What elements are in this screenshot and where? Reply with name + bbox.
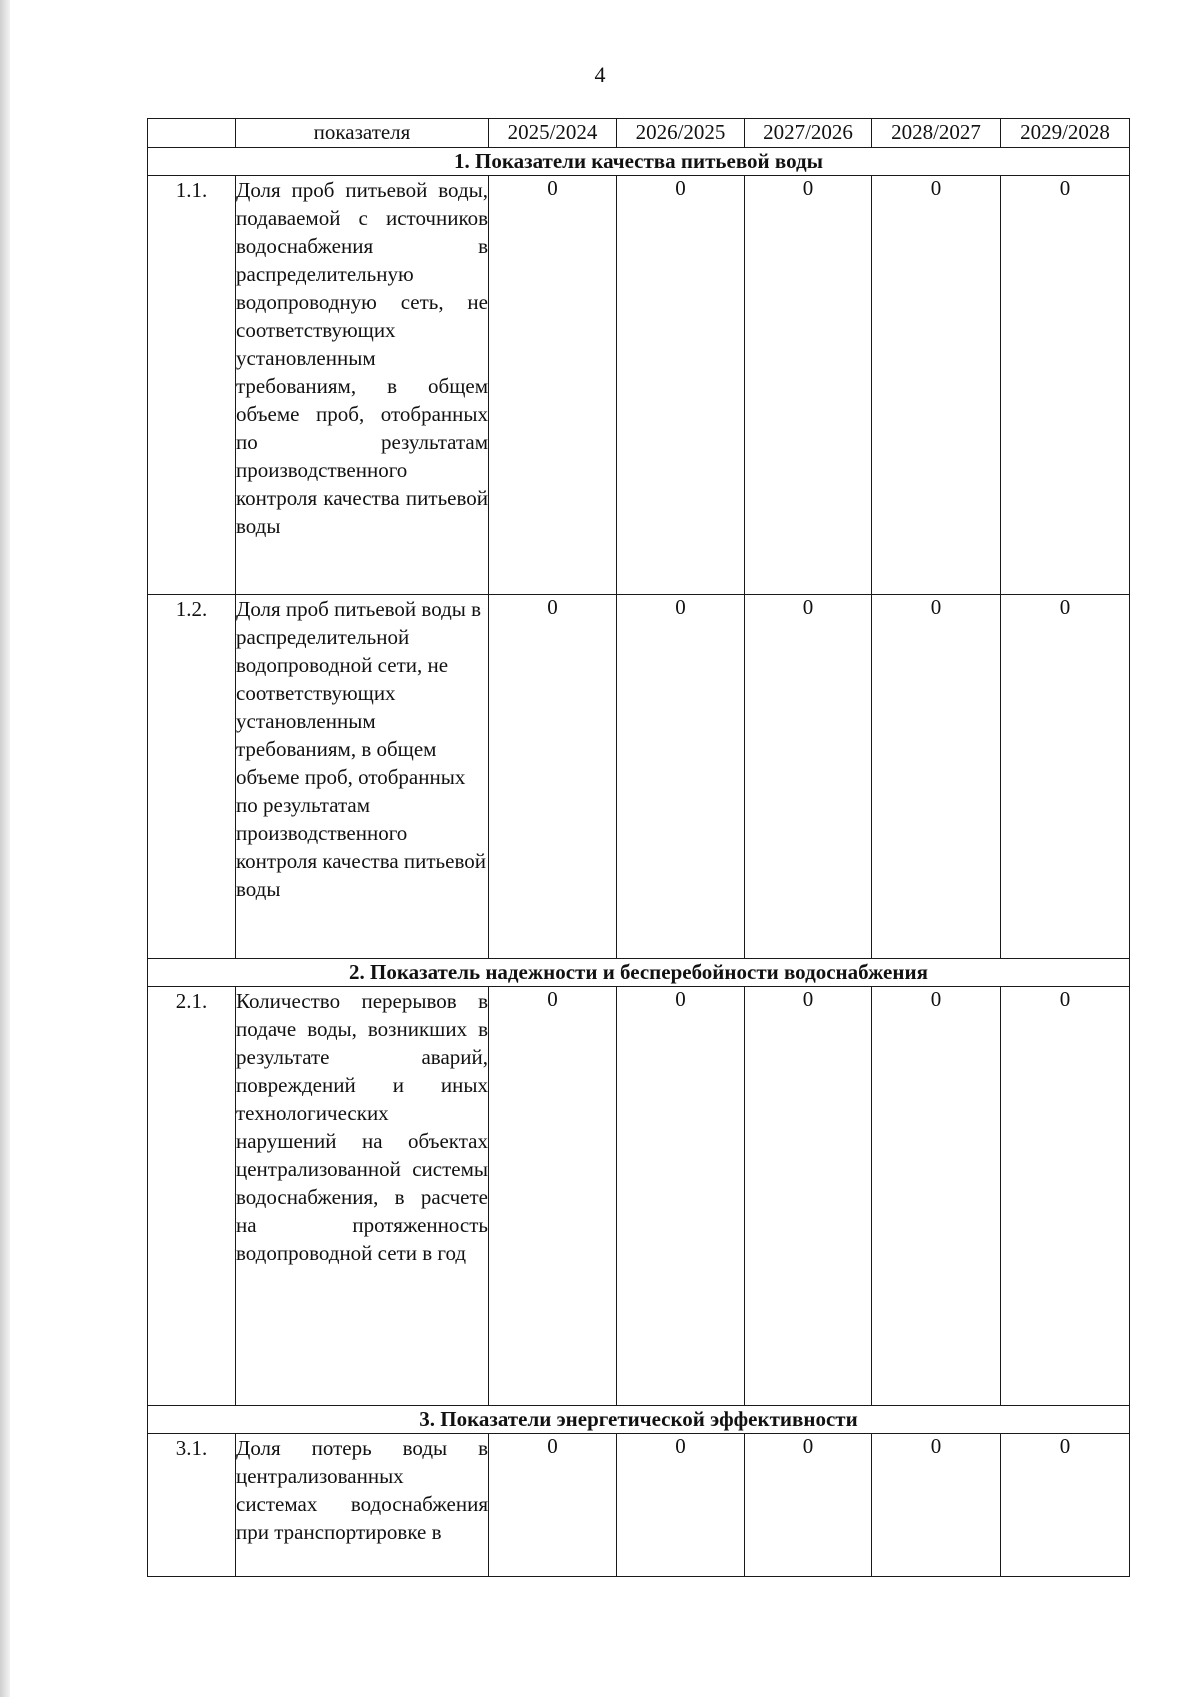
row-description: Количество перерывов в подаче воды, возникших в результате аварий, повреждений и иных технологических нарушений на объектах централизованной системы водоснабжения, в расчете на протяженность водопроводной сети в год (236, 987, 489, 1406)
table-row (148, 1434, 1130, 1577)
row-value: 0 (872, 176, 1001, 595)
page-number: 4 (594, 62, 606, 87)
row-value: 0 (617, 1434, 745, 1577)
row-value: 0 (1001, 595, 1130, 959)
row-description: Доля потерь воды в централизованных системах водоснабжения при транспортировке в (236, 1434, 489, 1577)
row-value: 0 (745, 176, 872, 595)
scan-edge (0, 0, 10, 1697)
row-value: 0 (745, 987, 872, 1406)
row-value: 0 (617, 595, 745, 959)
section-title: 2. Показатель надежности и бесперебойности водоснабжения (148, 959, 1130, 987)
row-value: 0 (489, 595, 617, 959)
row-number: 3.1. (148, 1434, 236, 1577)
table-row (148, 176, 1130, 595)
header-period-cell: 2025/2024 (489, 119, 617, 148)
table-header-row (148, 119, 1130, 148)
row-value: 0 (489, 176, 617, 595)
header-period-cell: 2026/2025 (617, 119, 745, 148)
header-period-cell: 2028/2027 (872, 119, 1001, 148)
row-value: 0 (1001, 1434, 1130, 1577)
row-value: 0 (617, 176, 745, 595)
section-row (148, 959, 1130, 987)
section-row (148, 1406, 1130, 1434)
row-value: 0 (489, 1434, 617, 1577)
section-title: 1. Показатели качества питьевой воды (148, 148, 1130, 176)
table-row (148, 595, 1130, 959)
row-number: 2.1. (148, 987, 236, 1406)
section-row (148, 148, 1130, 176)
header-indicator-cell: показателя (236, 119, 489, 148)
row-value: 0 (489, 987, 617, 1406)
row-value: 0 (1001, 987, 1130, 1406)
header-number-cell (148, 119, 236, 148)
row-number: 1.2. (148, 595, 236, 959)
indicators-table (147, 118, 1130, 1577)
section-title: 3. Показатели энергетической эффективности (148, 1406, 1130, 1434)
header-period-cell: 2029/2028 (1001, 119, 1130, 148)
row-value: 0 (872, 595, 1001, 959)
row-number: 1.1. (148, 176, 236, 595)
row-description: Доля проб питьевой воды, подаваемой с источников водоснабжения в распределительную водопроводную сеть, не соответствующих установленным требованиям, в общем объеме проб, отобранных по результатам производственного контроля качества питьевой воды (236, 176, 489, 595)
row-value: 0 (1001, 176, 1130, 595)
header-period-cell: 2027/2026 (745, 119, 872, 148)
table-row (148, 987, 1130, 1406)
row-value: 0 (745, 595, 872, 959)
row-value: 0 (872, 987, 1001, 1406)
row-description: Доля проб питьевой воды в распределительной водопроводной сети, не соответствующих установленным требованиям, в общем объеме проб, отобранных по результатам производственного контроля качества питьевой воды (236, 595, 489, 959)
row-value: 0 (617, 987, 745, 1406)
row-value: 0 (872, 1434, 1001, 1577)
row-value: 0 (745, 1434, 872, 1577)
